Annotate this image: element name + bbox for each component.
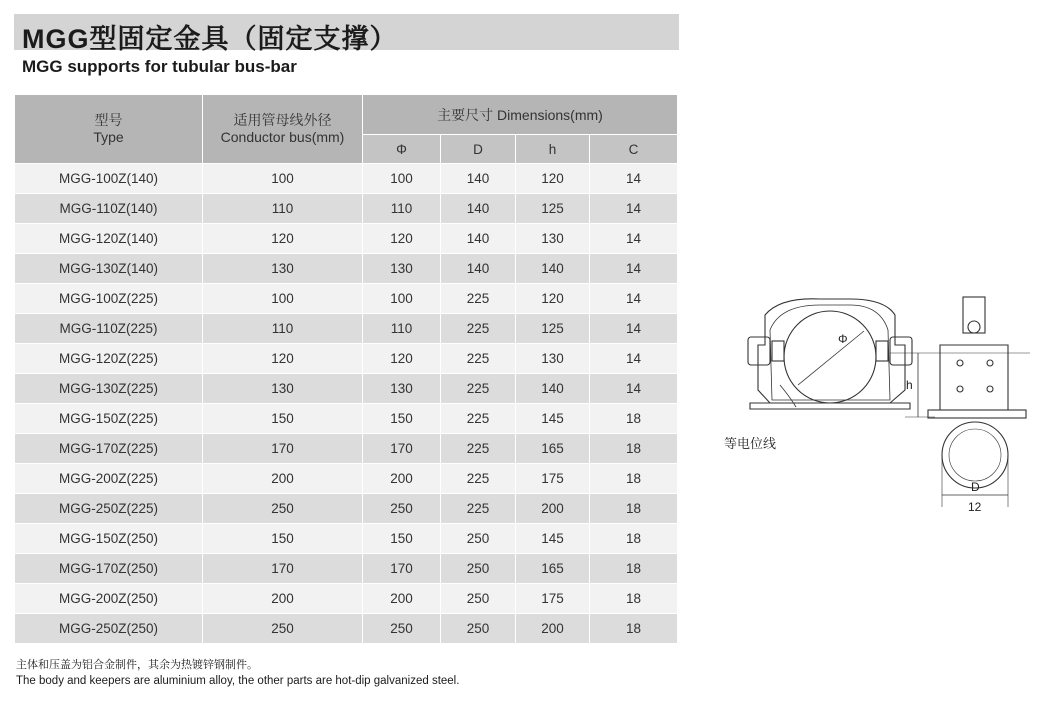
title-bar [14, 14, 679, 54]
header-type [15, 95, 203, 164]
table-cell: 14 [590, 164, 678, 194]
table-cell: MGG-200Z(225) [15, 464, 203, 494]
table-cell: 130 [363, 374, 441, 404]
table-cell: 120 [363, 344, 441, 374]
table-row [15, 494, 678, 524]
table-cell: 18 [590, 434, 678, 464]
table-cell: 130 [516, 344, 590, 374]
table-cell: 14 [590, 344, 678, 374]
header-conductor [203, 95, 363, 164]
header-c: C [590, 135, 678, 164]
table-cell: 14 [590, 374, 678, 404]
table-row [15, 404, 678, 434]
table-body [15, 164, 678, 644]
spec-table [14, 94, 678, 644]
table-cell: 200 [203, 584, 363, 614]
table-row [15, 284, 678, 314]
table-row [15, 554, 678, 584]
conductor-circle [784, 311, 876, 403]
table-cell: 18 [590, 614, 678, 644]
table-cell: 150 [363, 404, 441, 434]
table-cell: 145 [516, 524, 590, 554]
clamp-body-outline [758, 299, 905, 403]
table-cell: 100 [363, 164, 441, 194]
table-cell: 18 [590, 404, 678, 434]
table-cell: MGG-130Z(225) [15, 374, 203, 404]
table-cell: 120 [203, 224, 363, 254]
table-cell: 100 [203, 164, 363, 194]
equipotential-label: 等电位线 [724, 436, 777, 451]
table-cell: 110 [203, 314, 363, 344]
header-type-cn: 型号 [94, 112, 123, 128]
table-cell: 250 [203, 494, 363, 524]
table-cell: MGG-100Z(225) [15, 284, 203, 314]
table-cell: 130 [203, 374, 363, 404]
table-cell: 200 [516, 494, 590, 524]
table-cell: MGG-250Z(225) [15, 494, 203, 524]
table-cell: 140 [441, 224, 516, 254]
table-cell: 225 [441, 344, 516, 374]
table-row [15, 344, 678, 374]
table-cell: 225 [441, 464, 516, 494]
table-cell: 200 [363, 584, 441, 614]
header-h: h [516, 135, 590, 164]
table-cell: 18 [590, 524, 678, 554]
page-subtitle: MGG supports for tubular bus-bar [22, 57, 297, 76]
right-keeper [890, 337, 912, 365]
header-conductor-cn: 适用管母线外径 [233, 112, 332, 128]
note-english: The body and keepers are aluminium alloy, the other parts are hot-dip galvanized steel. [16, 675, 460, 687]
table-cell: 170 [203, 434, 363, 464]
table-cell: 170 [203, 554, 363, 584]
header-d: D [441, 135, 516, 164]
table-cell: 250 [441, 584, 516, 614]
table-cell: MGG-120Z(140) [15, 224, 203, 254]
table-row [15, 524, 678, 554]
table-cell: MGG-110Z(225) [15, 314, 203, 344]
side-bolt-3 [957, 386, 963, 392]
table-cell: 140 [516, 254, 590, 284]
table-cell: 200 [203, 464, 363, 494]
table-cell: MGG-100Z(140) [15, 164, 203, 194]
table-cell: 200 [516, 614, 590, 644]
table-cell: 140 [441, 164, 516, 194]
equipotential-wire [780, 385, 796, 407]
page-title: MGG型固定金具（固定支撑） [22, 24, 398, 54]
left-keeper [748, 337, 770, 365]
table-cell: MGG-150Z(225) [15, 404, 203, 434]
header-conductor-en: Conductor bus(mm) [220, 129, 345, 145]
h-label: h [906, 378, 913, 392]
table-cell: 120 [203, 344, 363, 374]
table-cell: 125 [516, 194, 590, 224]
table-cell: 110 [363, 194, 441, 224]
flange-inner-circle [949, 429, 1001, 481]
table-cell: 225 [441, 284, 516, 314]
table-cell: 120 [516, 284, 590, 314]
table-row [15, 194, 678, 224]
table-cell: 110 [363, 314, 441, 344]
table-cell: MGG-110Z(140) [15, 194, 203, 224]
table-cell: MGG-130Z(140) [15, 254, 203, 284]
twelve-label: 12 [968, 500, 982, 514]
table-cell: 18 [590, 584, 678, 614]
table-cell: 14 [590, 224, 678, 254]
table-cell: 225 [441, 314, 516, 344]
table-cell: 250 [363, 494, 441, 524]
flange-circle [942, 422, 1008, 488]
table-cell: 130 [363, 254, 441, 284]
table-cell: 140 [516, 374, 590, 404]
table-row [15, 464, 678, 494]
d-label: D [971, 480, 980, 494]
table-cell: 250 [363, 614, 441, 644]
table-cell: 18 [590, 494, 678, 524]
table-cell: 125 [516, 314, 590, 344]
phi-dimension-line [798, 331, 864, 385]
table-cell: 250 [441, 554, 516, 584]
table-cell: 250 [441, 614, 516, 644]
side-base-plate [928, 410, 1026, 418]
table-row [15, 314, 678, 344]
table-row [15, 434, 678, 464]
table-cell: 130 [516, 224, 590, 254]
table-cell: 175 [516, 464, 590, 494]
table-row [15, 614, 678, 644]
table-cell: 120 [516, 164, 590, 194]
table-cell: 225 [441, 494, 516, 524]
table-cell: MGG-250Z(250) [15, 614, 203, 644]
table-cell: 100 [363, 284, 441, 314]
table-cell: 225 [441, 374, 516, 404]
table-cell: 165 [516, 434, 590, 464]
side-top-hole [968, 321, 980, 333]
table-row [15, 584, 678, 614]
table-cell: 165 [516, 554, 590, 584]
left-bolt [772, 341, 784, 361]
table-cell: 14 [590, 194, 678, 224]
side-bolt-2 [987, 360, 993, 366]
table-row [15, 254, 678, 284]
table-row [15, 374, 678, 404]
table-cell: 18 [590, 554, 678, 584]
phi-label: Φ [838, 332, 848, 346]
table-cell: 140 [441, 254, 516, 284]
support-drawing [720, 285, 1040, 525]
side-bolt-4 [987, 386, 993, 392]
table-cell: 150 [203, 404, 363, 434]
side-top-cap [963, 297, 985, 333]
header-type-en: Type [93, 129, 124, 145]
table-cell: 110 [203, 194, 363, 224]
table-cell: 145 [516, 404, 590, 434]
table-cell: 225 [441, 434, 516, 464]
table-cell: 120 [363, 224, 441, 254]
table-cell: 18 [590, 464, 678, 494]
header-dimensions: 主要尺寸 Dimensions(mm) [363, 95, 678, 135]
table-cell: 130 [203, 254, 363, 284]
base-plate [750, 403, 910, 409]
table-cell: 175 [516, 584, 590, 614]
table-cell: 14 [590, 254, 678, 284]
side-body [940, 345, 1008, 410]
note-chinese: 主体和压盖为铝合金制件，其余为热镀锌钢制件。 [16, 659, 258, 671]
clamp-inner-outline [770, 305, 890, 400]
table-cell: MGG-170Z(250) [15, 554, 203, 584]
table-cell: 14 [590, 314, 678, 344]
table-cell: MGG-150Z(250) [15, 524, 203, 554]
table-cell: 150 [203, 524, 363, 554]
table-cell: 150 [363, 524, 441, 554]
table-cell: 250 [441, 524, 516, 554]
table-cell: MGG-170Z(225) [15, 434, 203, 464]
table-cell: 170 [363, 434, 441, 464]
right-bolt [876, 341, 888, 361]
side-bolt-1 [957, 360, 963, 366]
table-cell: 200 [363, 464, 441, 494]
table-cell: 14 [590, 284, 678, 314]
table-cell: MGG-200Z(250) [15, 584, 203, 614]
table-cell: 140 [441, 194, 516, 224]
table-cell: MGG-120Z(225) [15, 344, 203, 374]
table-cell: 170 [363, 554, 441, 584]
table-cell: 225 [441, 404, 516, 434]
table-cell: 100 [203, 284, 363, 314]
table-cell: 250 [203, 614, 363, 644]
table-row [15, 164, 678, 194]
table-row [15, 224, 678, 254]
header-phi: Φ [363, 135, 441, 164]
